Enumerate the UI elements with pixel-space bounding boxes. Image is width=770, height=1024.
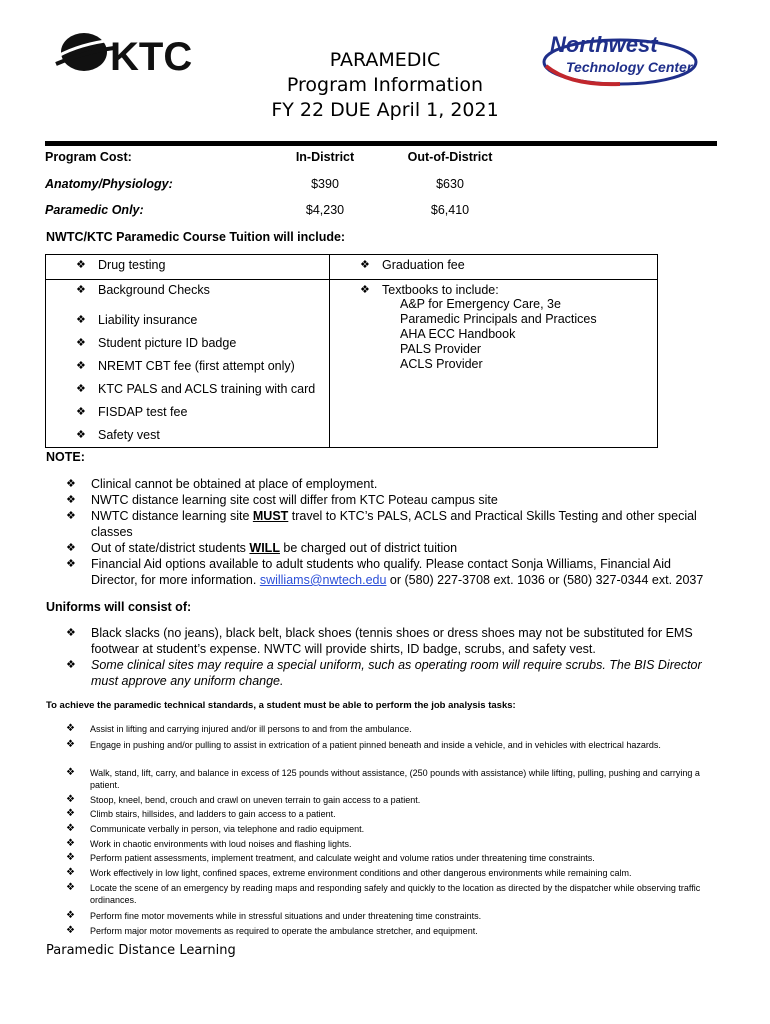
textbook-item: A&P for Emergency Care, 3e xyxy=(400,297,561,311)
diamond-bullet-icon: ❖ xyxy=(66,838,75,849)
cost-header-in: In-District xyxy=(295,150,355,164)
task-item: ❖ Engage in pushing and/or pulling to assist in extrication of a patient pinned beneath and inside a vehicle, and in vehicles with electrical hazards. xyxy=(66,739,661,750)
uniform-item: ❖ Black slacks (no jeans), black belt, black shoes (tennis shoes or dress shoes may not be substituted for EMS footwear at student’s expense. NWTC will provide shirts, ID badge, scrubs, and safety vest. xyxy=(66,626,693,656)
diamond-bullet-icon: ❖ xyxy=(360,284,370,296)
email-link[interactable]: swilliams@nwtech.edu xyxy=(259,573,387,587)
diamond-bullet-icon: ❖ xyxy=(66,627,76,639)
textbook-item: Paramedic Principals and Practices xyxy=(400,312,597,326)
ktc-logo xyxy=(50,26,200,84)
task-item: ❖ Locate the scene of an emergency by reading maps and responding safely and quickly to the location as directed by the dispatcher while observing traffic ordinances. xyxy=(66,882,701,905)
tuition-item: ❖ Graduation fee xyxy=(360,258,465,272)
diamond-bullet-icon: ❖ xyxy=(66,794,75,805)
svg-text:Technology Center: Technology Center xyxy=(566,59,693,75)
textbook-item: AHA ECC Handbook xyxy=(400,327,516,341)
cost-row-out: $6,410 xyxy=(430,203,470,217)
diamond-bullet-icon: ❖ xyxy=(66,510,76,522)
diamond-bullet-icon: ❖ xyxy=(76,429,86,441)
task-item: ❖ Communicate verbally in person, via telephone and radio equipment. xyxy=(66,823,365,834)
diamond-bullet-icon: ❖ xyxy=(76,383,86,395)
cost-row-out: $630 xyxy=(436,177,464,191)
title-line1: PARAMEDIC xyxy=(329,49,441,71)
task-item: ❖ Perform patient assessments, implement treatment, and calculate weight and volume ratios under threatening time constraints. xyxy=(66,852,595,863)
cost-row-label: Anatomy/Physiology: xyxy=(45,177,173,191)
diamond-bullet-icon: ❖ xyxy=(66,882,75,893)
diamond-bullet-icon: ❖ xyxy=(76,314,86,326)
cost-row-label: Paramedic Only: xyxy=(45,203,144,217)
title-line3: FY 22 DUE April 1, 2021 xyxy=(271,99,499,121)
textbook-list xyxy=(330,297,657,372)
tuition-item: ❖ Student picture ID badge xyxy=(76,336,237,350)
textbook-item: PALS Provider xyxy=(400,342,482,356)
diamond-bullet-icon: ❖ xyxy=(66,494,76,506)
page-footer: Paramedic Distance Learning xyxy=(46,943,236,958)
diamond-bullet-icon: ❖ xyxy=(66,558,76,570)
cost-row-in: $4,230 xyxy=(305,203,345,217)
tuition-item: ❖ KTC PALS and ACLS training with card xyxy=(76,382,316,396)
tuition-heading: NWTC/KTC Paramedic Course Tuition will include: xyxy=(46,230,346,244)
title-line2: Program Information xyxy=(286,74,484,96)
header-divider xyxy=(45,141,717,146)
task-item: ❖ Work in chaotic environments with loud noises and flashing lights. xyxy=(66,838,352,849)
diamond-bullet-icon: ❖ xyxy=(66,867,75,878)
diamond-bullet-icon: ❖ xyxy=(76,360,86,372)
note-item: ❖ Clinical cannot be obtained at place of employment. xyxy=(66,477,378,491)
diamond-bullet-icon: ❖ xyxy=(66,823,75,834)
diamond-bullet-icon: ❖ xyxy=(66,723,75,734)
diamond-bullet-icon: ❖ xyxy=(66,910,75,921)
tuition-item: ❖ Liability insurance xyxy=(76,313,198,327)
cost-header-label: Program Cost: xyxy=(45,150,132,164)
task-item: ❖ Walk, stand, lift, carry, and balance in excess of 125 pounds without assistance, (250 pounds with assistance) while lifting, pulling, pushing and carrying a patient. xyxy=(66,767,700,790)
tasks-heading: To achieve the paramedic technical standards, a student must be able to perform the job analysis tasks: xyxy=(46,700,516,711)
task-item: ❖ Work effectively in low light, confined spaces, extreme environment conditions and other dangerous environments while remaining calm. xyxy=(66,867,632,878)
diamond-bullet-icon: ❖ xyxy=(66,739,75,750)
tuition-item: ❖ Drug testing xyxy=(76,258,166,272)
page-title xyxy=(230,48,540,123)
diamond-bullet-icon: ❖ xyxy=(66,659,76,671)
diamond-bullet-icon: ❖ xyxy=(360,259,370,271)
diamond-bullet-icon: ❖ xyxy=(76,337,86,349)
svg-text:Northwest: Northwest xyxy=(550,32,658,57)
northwest-technology-center-logo xyxy=(540,26,700,90)
diamond-bullet-icon: ❖ xyxy=(76,284,86,296)
note-item: ❖ Out of state/district students WILL be charged out of district tuition xyxy=(66,541,458,555)
note-item: ❖ NWTC distance learning site cost will differ from KTC Poteau campus site xyxy=(66,493,498,507)
cost-header-out: Out-of-District xyxy=(407,150,493,164)
note-heading: NOTE: xyxy=(46,450,85,464)
diamond-bullet-icon: ❖ xyxy=(66,925,75,936)
tuition-table xyxy=(45,254,658,448)
cost-row-in: $390 xyxy=(311,177,339,191)
note-item: ❖ NWTC distance learning site MUST travel to KTC’s PALS, ACLS and Practical Skills Testing and other special classes xyxy=(66,509,697,539)
tuition-item: ❖ Background Checks xyxy=(76,283,210,297)
diamond-bullet-icon: ❖ xyxy=(66,542,76,554)
tuition-item: ❖ NREMT CBT fee (first attempt only) xyxy=(76,359,295,373)
note-item: ❖ Financial Aid options available to adult students who qualify. Please contact Sonja Williams, Financial Aid Director, for more information. swilliams@nwtech.edu or (580) 227-3708 ext. 1036 or (580) 327-0344 ext. 2037 xyxy=(66,557,704,587)
diamond-bullet-icon: ❖ xyxy=(66,852,75,863)
uniforms-heading: Uniforms will consist of: xyxy=(46,600,192,614)
diamond-bullet-icon: ❖ xyxy=(66,478,76,490)
textbook-item: ACLS Provider xyxy=(400,357,483,371)
task-item: ❖ Climb stairs, hillsides, and ladders to gain access to a patient. xyxy=(66,808,336,819)
svg-text:KTC: KTC xyxy=(110,35,193,79)
tuition-item-textbooks: ❖ Textbooks to include: xyxy=(360,283,499,297)
diamond-bullet-icon: ❖ xyxy=(76,259,86,271)
diamond-bullet-icon: ❖ xyxy=(66,808,75,819)
task-item: ❖ Perform fine motor movements while in stressful situations and under threatening time constraints. xyxy=(66,910,482,921)
diamond-bullet-icon: ❖ xyxy=(76,406,86,418)
task-item: ❖ Perform major motor movements as required to operate the ambulance stretcher, and equipment. xyxy=(66,925,478,936)
task-item: ❖ Assist in lifting and carrying injured and/or ill persons to and from the ambulance. xyxy=(66,723,412,734)
task-item: ❖ Stoop, kneel, bend, crouch and crawl on uneven terrain to gain access to a patient. xyxy=(66,794,421,805)
uniform-item: ❖ Some clinical sites may require a special uniform, such as operating room will require scrubs. The BIS Director must approve any uniform change. xyxy=(66,658,702,688)
diamond-bullet-icon: ❖ xyxy=(66,767,75,778)
tuition-item: ❖ Safety vest xyxy=(76,428,160,442)
tuition-item: ❖ FISDAP test fee xyxy=(76,405,188,419)
